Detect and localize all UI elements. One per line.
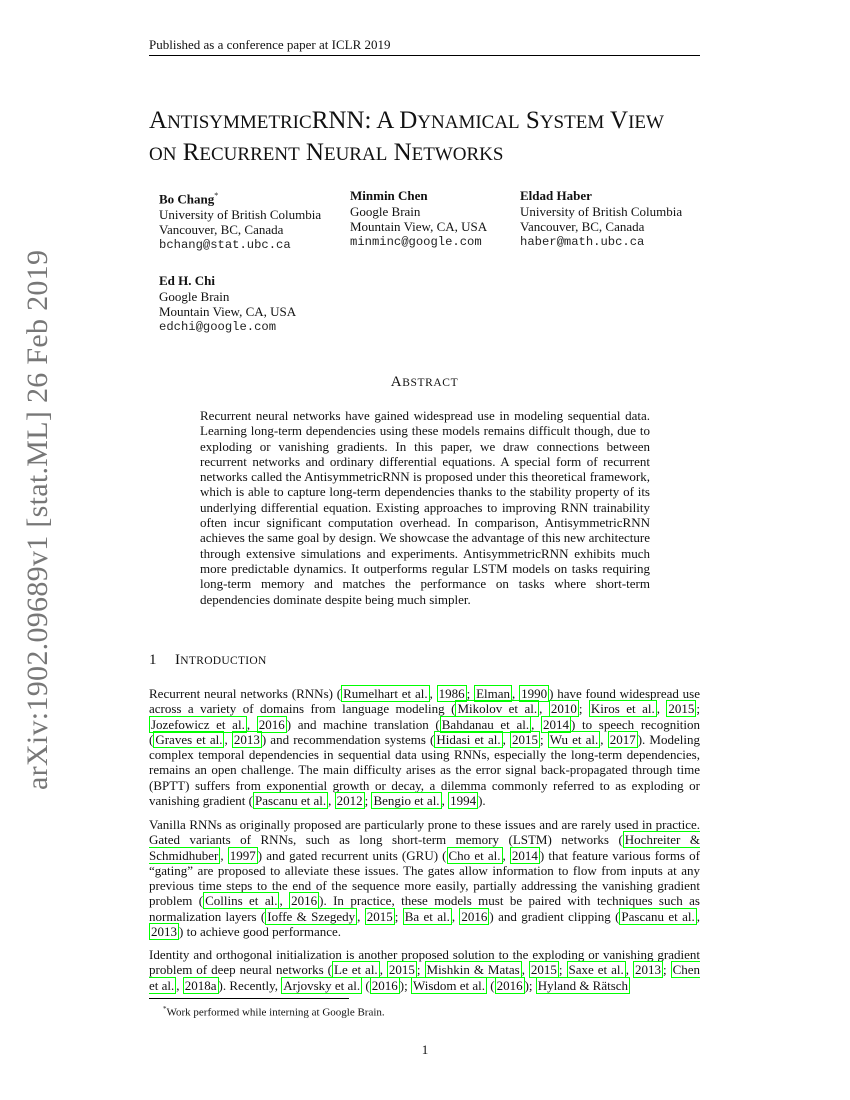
paragraph-3: Identity and orthogonal initialization is another proposed solution to the exploding or vanishing gradient problem of deep neural networks ( Le et al. , 2015 ; Mishkin & Matas , 2015 ; Saxe et al. , 2013 ; Chen et al. , 2018a ). Recently, Arjovsky et al. ( 2016 ); Wisdom et al. ( 2016 ); Hyland & Rätsch bbox=[149, 947, 701, 993]
author-location: Vancouver, BC, Canada bbox=[159, 222, 284, 238]
citation-link[interactable]: Wisdom et al. bbox=[412, 977, 485, 993]
citation-link[interactable]: 2015 bbox=[668, 701, 695, 717]
author-email[interactable]: bchang@stat.ubc.ca bbox=[159, 237, 291, 252]
citation-link[interactable]: Elman bbox=[476, 686, 511, 701]
author-email[interactable]: haber@math.ubc.ca bbox=[520, 234, 645, 249]
author-block-2 bbox=[350, 188, 487, 250]
author-name: Eldad Haber bbox=[520, 188, 592, 203]
author-affiliation: Google Brain bbox=[350, 203, 421, 219]
citation-link[interactable]: Chen et al. bbox=[149, 962, 701, 993]
citation-link[interactable]: 2015 bbox=[366, 908, 393, 924]
citation-link[interactable]: 2016 bbox=[291, 893, 318, 909]
citation-link[interactable]: Ba et al. bbox=[404, 908, 450, 924]
citation-link[interactable]: Jozefowicz et al. bbox=[151, 716, 245, 732]
citation-link[interactable]: 2014 bbox=[543, 716, 570, 732]
author-location: Mountain View, CA, USA bbox=[159, 304, 297, 319]
citation-link[interactable]: 2015 bbox=[388, 962, 415, 978]
citation-link[interactable]: 2012 bbox=[336, 793, 363, 809]
author-location: Mountain View, CA, USA bbox=[350, 219, 488, 234]
arxiv-stamp: arXiv:1902.09689v1 [stat.ML] 26 Feb 2019 bbox=[21, 249, 54, 790]
header-rule bbox=[149, 55, 700, 56]
citation-link[interactable]: Arjovsky et al. bbox=[283, 977, 361, 993]
footnote: *Work performed while interning at Google Brain. bbox=[163, 1005, 385, 1019]
author-email[interactable]: minminc@google.com bbox=[350, 234, 482, 249]
author-block-4 bbox=[159, 273, 296, 335]
citation-link[interactable]: Hochreiter & Schmidhuber bbox=[149, 832, 700, 863]
citation-link[interactable]: 2010 bbox=[550, 701, 577, 717]
citation-link[interactable]: Cho et al. bbox=[448, 847, 501, 863]
citation-link[interactable]: 2016 bbox=[258, 716, 285, 732]
author-email[interactable]: edchi@google.com bbox=[159, 319, 277, 334]
citation-link[interactable]: Bahdanau et al. bbox=[441, 716, 530, 732]
author-affiliation: Google Brain bbox=[159, 288, 230, 304]
citation-link[interactable]: 1994 bbox=[450, 793, 477, 809]
abstract-text: Recurrent neural networks have gained widespread use in modeling sequential data. Learning long-term dependencies using these models remains difficult though, due to exploding or vanishing gradients. In this paper, we draw connections between recurrent networks and ordinary differential equations. A special form of recurrent networks called the AntisymmetricRNN is proposed under this theoretical framework, which is able to capture long-term dependencies thanks to the stability property of its underlying differential equation. Existing approaches to improving RNN trainability often incur significant computation overhead. In comparison, AntisymmetricRNN achieves the same goal by design. We showcase the advantage of this new architecture through extensive simulations and experiments. AntisymmetricRNN exhibits much more predictable dynamics. It outperforms regular LSTM models on tasks requiring long-term memory and matches the performance on tasks where short-term dependencies dominate despite being much simpler. bbox=[200, 408, 650, 607]
citation-link[interactable]: 1990 bbox=[521, 686, 548, 701]
author-affiliation: University of British Columbia bbox=[159, 206, 322, 222]
title-line-2: ON RECURRENT NEURAL NETWORKS bbox=[149, 139, 504, 166]
citation-link[interactable]: 2016 bbox=[461, 908, 488, 924]
running-header: Published as a conference paper at ICLR 2019 bbox=[149, 37, 391, 52]
citation-link[interactable]: 2013 bbox=[233, 731, 260, 747]
citation-link[interactable]: Ioffe & Szegedy bbox=[267, 908, 356, 924]
citation-link[interactable]: 2014 bbox=[511, 847, 538, 863]
page-number: 1 bbox=[421, 1042, 429, 1057]
author-location: Vancouver, BC, Canada bbox=[520, 219, 645, 234]
author-block-3 bbox=[520, 188, 682, 250]
paragraph-2: Vanilla RNNs as originally proposed are particularly prone to these issues and are rarely used in practice. Gated variants of RNNs, such as long short-term memory (LSTM) networks ( Hochreiter & Schmidhuber , 1997 ) and gated recurrent units (GRU) ( Cho et al. , 2014 ) that feature various forms of “gating” are proposed to alleviate these issues. The gates allow information to flow from inputs at any previous time steps to the end of the sequence more easily, partially addressing the vanishing gradient problem ( Collins et al. , 2016 ). In practice, these models must be paired with techniques such as normalization layers ( Ioffe & Szegedy , 2015 ; Ba et al. , 2016 ) and gradient clipping ( Pascanu et al. , 2013 ) to achieve good performance. bbox=[149, 817, 701, 940]
citation-link[interactable]: Wu et al. bbox=[549, 731, 599, 747]
abstract-heading: ABSTRACT bbox=[390, 374, 459, 390]
citation-link[interactable]: 2017 bbox=[609, 731, 636, 747]
citation-link[interactable]: Kiros et al. bbox=[590, 701, 655, 717]
citation-link[interactable]: Hidasi et al. bbox=[436, 731, 501, 747]
author-name: Ed H. Chi bbox=[159, 273, 215, 288]
citation-link[interactable]: 1986 bbox=[438, 686, 465, 701]
citation-link[interactable]: Collins et al. bbox=[205, 893, 278, 909]
citation-link[interactable]: 2015 bbox=[530, 962, 557, 978]
citation-link[interactable]: Pascanu et al. bbox=[254, 793, 327, 809]
citation-link[interactable]: 2018a bbox=[184, 977, 217, 993]
section-heading: 1 INTRODUCTION bbox=[149, 652, 267, 668]
citation-link[interactable]: 2016 bbox=[371, 977, 398, 993]
title-line-1: ANTISYMMETRICRNN: A DYNAMICAL SYSTEM VIEW bbox=[149, 107, 664, 134]
citation-link[interactable]: Mikolov et al. bbox=[457, 701, 538, 717]
author-block-1 bbox=[159, 188, 321, 253]
footnote-rule bbox=[149, 998, 349, 999]
citation-link[interactable]: Pascanu et al. bbox=[621, 908, 695, 924]
citation-link[interactable]: Mishkin & Matas bbox=[426, 962, 520, 978]
citation-link[interactable]: Bengio et al. bbox=[373, 793, 440, 809]
author-name: Bo Chang* bbox=[159, 191, 219, 207]
paragraph-1: Recurrent neural networks (RNNs) ( Rumelhart et al. , 1986 ; Elman , 1990 ) have found widespread use across a variety of domains from language modeling ( Mikolov et al. , 2010 ; Kiros et al. , 2015 ; Jozefowicz et al. , 2016 ) and machine translation ( Bahdanau et al. , 2014 ) to speech recognition ( Graves et al. , 2013 ) and recommendation systems ( Hidasi et al. , 2015 ; Wu et al. , 2017 ). Modeling complex temporal dependencies in sequential data using RNNs, especially the long-term dependencies, remains an open challenge. The main difficulty arises as the error signal back-propagated through time (BPTT) suffers from exponential growth or decay, a dilemma commonly referred to as exploding or vanishing gradient ( Pascanu et al. , 2012 ; Bengio et al. , 1994 ). bbox=[149, 686, 701, 809]
citation-link[interactable]: 2013 bbox=[634, 962, 661, 978]
citation-link[interactable]: 1997 bbox=[229, 847, 256, 863]
citation-link[interactable]: 2013 bbox=[151, 924, 177, 940]
citation-link[interactable]: Graves et al. bbox=[155, 731, 223, 747]
citation-link[interactable]: Saxe et al. bbox=[568, 962, 624, 978]
author-affiliation: University of British Columbia bbox=[520, 203, 683, 219]
citation-link[interactable]: Le et al. bbox=[334, 962, 378, 978]
paper-title bbox=[149, 106, 729, 170]
author-name: Minmin Chen bbox=[350, 188, 428, 203]
citation-link[interactable]: 2016 bbox=[496, 977, 523, 993]
citation-link[interactable]: Rumelhart et al. bbox=[343, 686, 428, 701]
citation-link[interactable]: 2015 bbox=[511, 731, 538, 747]
citation-link[interactable]: Hyland & Rätsch bbox=[537, 977, 629, 993]
